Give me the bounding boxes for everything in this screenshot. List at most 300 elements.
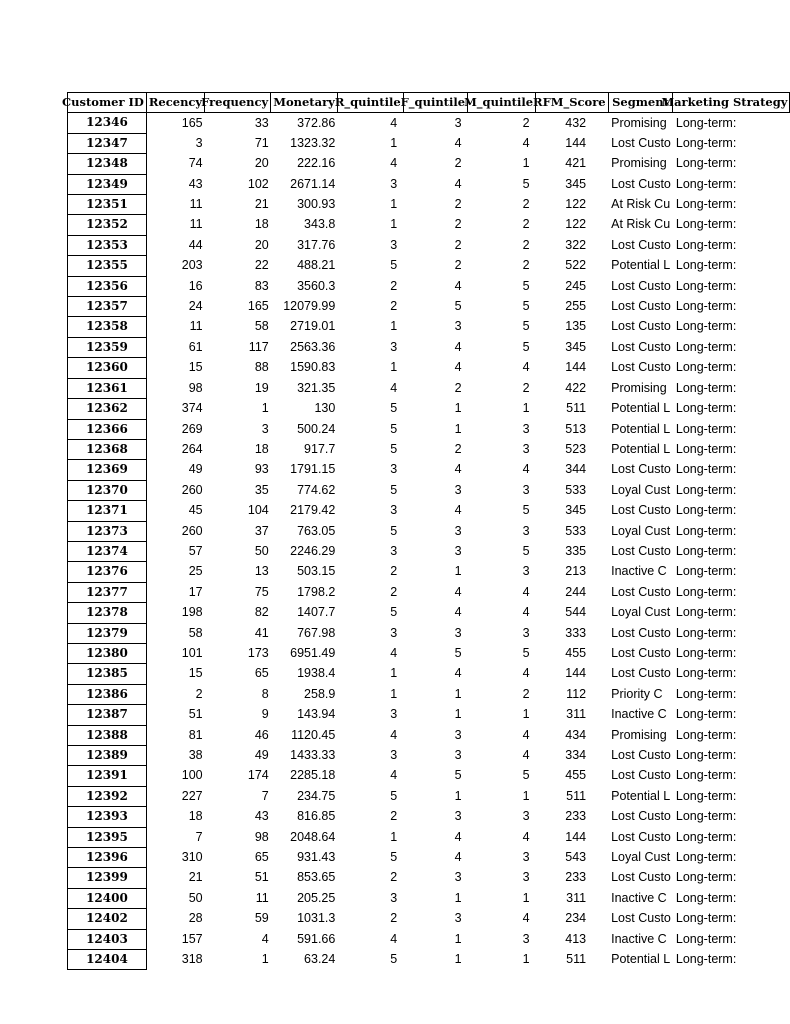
cell-customer-id[interactable]: 12351 (68, 195, 147, 215)
cell-frequency[interactable]: 41 (254, 625, 269, 640)
cell-recency[interactable]: 100 (181, 768, 203, 783)
cell-marketing-strategy[interactable]: Long-term: (675, 421, 737, 436)
cell-f-quintile[interactable]: 4 (454, 176, 462, 191)
cell-f-quintile[interactable]: 4 (454, 503, 462, 518)
cell-recency[interactable]: 51 (188, 707, 203, 722)
cell-customer-id[interactable]: 12400 (68, 888, 147, 908)
cell-monetary[interactable]: 12079.99 (283, 299, 336, 314)
cell-recency[interactable]: 374 (181, 401, 203, 416)
cell-frequency[interactable]: 7 (261, 788, 269, 803)
cell-r-quintile[interactable]: 3 (390, 176, 398, 191)
cell-monetary[interactable]: 3560.3 (297, 278, 336, 293)
cell-frequency[interactable]: 173 (247, 645, 269, 660)
cell-m-quintile[interactable]: 1 (522, 707, 530, 722)
cell-segment[interactable]: Inactive C (611, 890, 667, 905)
cell-recency[interactable]: 203 (181, 258, 203, 273)
cell-marketing-strategy[interactable]: Long-term: (675, 278, 737, 293)
cell-marketing-strategy[interactable]: Long-term: (675, 707, 737, 722)
cell-recency[interactable]: 11 (189, 217, 203, 232)
cell-segment[interactable]: Lost Custo (611, 360, 671, 375)
cell-m-quintile[interactable]: 2 (522, 217, 530, 232)
cell-frequency[interactable]: 82 (254, 605, 269, 620)
cell-r-quintile[interactable]: 3 (390, 237, 398, 252)
cell-monetary[interactable]: 317.76 (297, 237, 336, 252)
cell-frequency[interactable]: 18 (254, 441, 269, 456)
cell-r-quintile[interactable]: 4 (390, 115, 398, 130)
cell-customer-id[interactable]: 12379 (68, 623, 147, 643)
cell-frequency[interactable]: 8 (261, 686, 269, 701)
cell-frequency[interactable]: 50 (254, 543, 269, 558)
cell-monetary[interactable]: 931.43 (297, 850, 336, 865)
cell-segment[interactable]: Lost Custo (611, 748, 671, 762)
cell-marketing-strategy[interactable]: Long-term: (675, 503, 737, 518)
cell-marketing-strategy[interactable]: Long-term: (675, 482, 737, 497)
cell-frequency[interactable]: 65 (254, 666, 269, 681)
cell-f-quintile[interactable]: 4 (454, 360, 462, 375)
cell-f-quintile[interactable]: 2 (454, 197, 462, 212)
cell-recency[interactable]: 61 (188, 339, 203, 354)
cell-m-quintile[interactable]: 4 (522, 666, 530, 681)
cell-r-quintile[interactable]: 5 (390, 401, 398, 416)
cell-rfm-score[interactable]: 434 (565, 727, 587, 742)
cell-monetary[interactable]: 2563.36 (290, 339, 336, 354)
cell-monetary[interactable]: 1791.15 (290, 462, 336, 477)
cell-monetary[interactable]: 321.35 (297, 380, 336, 395)
cell-r-quintile[interactable]: 3 (390, 748, 398, 762)
cell-f-quintile[interactable]: 5 (454, 299, 462, 314)
cell-rfm-score[interactable]: 413 (565, 931, 587, 946)
cell-m-quintile[interactable]: 4 (522, 584, 530, 599)
cell-monetary[interactable]: 130 (314, 401, 336, 416)
header-segment[interactable]: Segment (608, 93, 673, 113)
cell-monetary[interactable]: 816.85 (297, 809, 336, 824)
cell-frequency[interactable]: 59 (254, 911, 269, 926)
cell-customer-id[interactable]: 12380 (68, 643, 147, 663)
cell-frequency[interactable]: 1 (261, 952, 269, 967)
cell-m-quintile[interactable]: 5 (522, 503, 530, 518)
cell-recency[interactable]: 264 (181, 441, 203, 456)
cell-f-quintile[interactable]: 3 (454, 523, 462, 538)
cell-customer-id[interactable]: 12371 (68, 501, 147, 521)
cell-rfm-score[interactable]: 213 (565, 564, 587, 579)
cell-rfm-score[interactable]: 335 (565, 543, 587, 558)
cell-marketing-strategy[interactable]: Long-term: (675, 156, 737, 171)
cell-m-quintile[interactable]: 4 (522, 462, 530, 477)
cell-marketing-strategy[interactable]: Long-term: (675, 727, 737, 742)
cell-rfm-score[interactable]: 234 (565, 911, 587, 926)
cell-rfm-score[interactable]: 533 (565, 482, 587, 497)
header-rfm-score[interactable]: RFM_Score (536, 93, 609, 113)
cell-customer-id[interactable]: 12393 (68, 807, 147, 827)
cell-customer-id[interactable]: 12388 (68, 725, 147, 745)
cell-r-quintile[interactable]: 5 (390, 441, 398, 456)
cell-marketing-strategy[interactable]: Long-term: (675, 931, 737, 946)
cell-f-quintile[interactable]: 5 (454, 768, 462, 783)
cell-rfm-score[interactable]: 311 (566, 707, 587, 722)
cell-m-quintile[interactable]: 2 (522, 686, 530, 701)
cell-f-quintile[interactable]: 3 (454, 543, 462, 558)
cell-segment[interactable]: Potential L (611, 258, 671, 273)
cell-r-quintile[interactable]: 1 (390, 319, 398, 334)
cell-customer-id[interactable]: 12368 (68, 439, 147, 459)
cell-recency[interactable]: 165 (181, 115, 203, 130)
cell-customer-id[interactable]: 12358 (68, 317, 147, 337)
cell-customer-id[interactable]: 12374 (68, 541, 147, 561)
cell-customer-id[interactable]: 12353 (68, 235, 147, 255)
cell-rfm-score[interactable]: 122 (565, 197, 587, 212)
cell-recency[interactable]: 318 (181, 952, 203, 967)
cell-segment[interactable]: Lost Custo (611, 135, 671, 150)
cell-recency[interactable]: 11 (189, 319, 203, 334)
cell-customer-id[interactable]: 12347 (68, 133, 147, 153)
cell-m-quintile[interactable]: 5 (522, 645, 530, 660)
cell-segment[interactable]: Priority C (611, 686, 663, 701)
cell-recency[interactable]: 28 (188, 911, 203, 926)
cell-frequency[interactable]: 98 (254, 829, 269, 844)
cell-segment[interactable]: Lost Custo (611, 278, 671, 293)
cell-frequency[interactable]: 22 (254, 258, 269, 273)
cell-f-quintile[interactable]: 3 (454, 727, 462, 742)
cell-r-quintile[interactable]: 4 (390, 645, 398, 660)
cell-recency[interactable]: 98 (188, 380, 203, 395)
cell-customer-id[interactable]: 12376 (68, 562, 147, 582)
cell-frequency[interactable]: 75 (254, 584, 269, 599)
cell-customer-id[interactable]: 12403 (68, 929, 147, 949)
cell-monetary[interactable]: 1798.2 (297, 584, 336, 599)
cell-frequency[interactable]: 1 (261, 401, 269, 416)
cell-rfm-score[interactable]: 432 (565, 115, 587, 130)
cell-rfm-score[interactable]: 333 (565, 625, 587, 640)
cell-customer-id[interactable]: 12396 (68, 848, 147, 868)
cell-f-quintile[interactable]: 3 (454, 870, 462, 885)
cell-recency[interactable]: 269 (181, 421, 203, 436)
cell-segment[interactable]: Lost Custo (611, 911, 671, 926)
cell-monetary[interactable]: 300.93 (297, 197, 336, 212)
cell-r-quintile[interactable]: 5 (390, 523, 398, 538)
cell-f-quintile[interactable]: 1 (454, 421, 462, 436)
cell-rfm-score[interactable]: 422 (565, 380, 587, 395)
cell-marketing-strategy[interactable]: Long-term: (675, 809, 737, 824)
cell-monetary[interactable]: 63.24 (304, 952, 336, 967)
cell-m-quintile[interactable]: 4 (522, 605, 530, 620)
cell-customer-id[interactable]: 12402 (68, 909, 147, 929)
cell-monetary[interactable]: 1590.83 (290, 360, 336, 375)
cell-f-quintile[interactable]: 3 (454, 115, 462, 130)
cell-recency[interactable]: 157 (181, 931, 203, 946)
cell-m-quintile[interactable]: 1 (522, 952, 530, 967)
cell-customer-id[interactable]: 12362 (68, 399, 147, 419)
cell-m-quintile[interactable]: 3 (522, 625, 530, 640)
cell-r-quintile[interactable]: 4 (390, 931, 398, 946)
cell-recency[interactable]: 3 (195, 135, 203, 150)
cell-marketing-strategy[interactable]: Long-term: (675, 115, 737, 130)
cell-monetary[interactable]: 591.66 (297, 931, 336, 946)
cell-m-quintile[interactable]: 2 (522, 197, 530, 212)
cell-f-quintile[interactable]: 1 (454, 788, 462, 803)
cell-marketing-strategy[interactable]: Long-term: (675, 360, 737, 375)
cell-m-quintile[interactable]: 3 (522, 421, 530, 436)
cell-rfm-score[interactable]: 522 (565, 258, 587, 273)
cell-r-quintile[interactable]: 5 (390, 482, 398, 497)
cell-rfm-score[interactable]: 455 (565, 768, 587, 783)
cell-marketing-strategy[interactable]: Long-term: (675, 441, 737, 456)
cell-monetary[interactable]: 1433.33 (290, 748, 336, 762)
cell-m-quintile[interactable]: 3 (522, 482, 530, 497)
cell-r-quintile[interactable]: 4 (390, 727, 398, 742)
cell-f-quintile[interactable]: 3 (454, 482, 462, 497)
cell-recency[interactable]: 74 (188, 156, 203, 171)
cell-frequency[interactable]: 51 (254, 870, 269, 885)
cell-segment[interactable]: Lost Custo (611, 768, 671, 783)
cell-m-quintile[interactable]: 3 (522, 931, 530, 946)
cell-frequency[interactable]: 165 (247, 299, 269, 314)
cell-segment[interactable]: Lost Custo (611, 503, 671, 518)
cell-r-quintile[interactable]: 3 (390, 625, 398, 640)
cell-f-quintile[interactable]: 1 (454, 931, 462, 946)
cell-customer-id[interactable]: 12366 (68, 419, 147, 439)
cell-customer-id[interactable]: 12348 (68, 154, 147, 174)
cell-recency[interactable]: 7 (195, 829, 203, 844)
cell-f-quintile[interactable]: 1 (454, 890, 462, 905)
cell-r-quintile[interactable]: 5 (390, 421, 398, 436)
cell-m-quintile[interactable]: 3 (522, 564, 530, 579)
cell-monetary[interactable]: 2246.29 (290, 543, 336, 558)
cell-segment[interactable]: Lost Custo (611, 237, 671, 252)
cell-f-quintile[interactable]: 2 (454, 380, 462, 395)
cell-m-quintile[interactable]: 4 (522, 360, 530, 375)
cell-rfm-score[interactable]: 322 (565, 237, 587, 252)
cell-recency[interactable]: 15 (188, 360, 203, 375)
cell-marketing-strategy[interactable]: Long-term: (675, 952, 737, 967)
cell-r-quintile[interactable]: 5 (390, 605, 398, 620)
cell-r-quintile[interactable]: 5 (390, 850, 398, 865)
cell-customer-id[interactable]: 12369 (68, 460, 147, 480)
cell-f-quintile[interactable]: 2 (454, 441, 462, 456)
cell-customer-id[interactable]: 12352 (68, 215, 147, 235)
cell-frequency[interactable]: 49 (254, 748, 269, 762)
cell-r-quintile[interactable]: 2 (390, 564, 398, 579)
cell-recency[interactable]: 15 (188, 666, 203, 681)
cell-rfm-score[interactable]: 543 (565, 850, 587, 865)
cell-f-quintile[interactable]: 4 (454, 135, 462, 150)
cell-f-quintile[interactable]: 3 (454, 911, 462, 926)
cell-marketing-strategy[interactable]: Long-term: (675, 829, 737, 844)
cell-monetary[interactable]: 1938.4 (297, 666, 336, 681)
header-f-quintile[interactable]: F_quintile (403, 93, 467, 113)
cell-monetary[interactable]: 205.25 (297, 890, 336, 905)
cell-f-quintile[interactable]: 4 (454, 584, 462, 599)
cell-customer-id[interactable]: 12355 (68, 256, 147, 276)
cell-segment[interactable]: Promising (611, 380, 667, 395)
cell-monetary[interactable]: 1120.45 (291, 727, 336, 742)
cell-customer-id[interactable]: 12399 (68, 868, 147, 888)
cell-frequency[interactable]: 18 (254, 217, 269, 232)
cell-r-quintile[interactable]: 5 (390, 788, 398, 803)
cell-segment[interactable]: Lost Custo (611, 319, 671, 334)
cell-r-quintile[interactable]: 3 (390, 543, 398, 558)
cell-frequency[interactable]: 21 (254, 197, 269, 212)
cell-segment[interactable]: Loyal Cust (611, 482, 671, 497)
cell-segment[interactable]: Lost Custo (611, 584, 671, 599)
cell-monetary[interactable]: 2048.64 (290, 829, 336, 844)
cell-segment[interactable]: Lost Custo (611, 462, 671, 477)
cell-r-quintile[interactable]: 2 (390, 809, 398, 824)
cell-monetary[interactable]: 222.16 (297, 156, 336, 171)
cell-r-quintile[interactable]: 1 (390, 829, 398, 844)
cell-frequency[interactable]: 43 (254, 809, 269, 824)
cell-marketing-strategy[interactable]: Long-term: (675, 258, 737, 273)
cell-m-quintile[interactable]: 2 (522, 237, 530, 252)
cell-f-quintile[interactable]: 2 (454, 217, 462, 232)
cell-r-quintile[interactable]: 5 (390, 952, 398, 967)
cell-recency[interactable]: 49 (188, 462, 203, 477)
cell-marketing-strategy[interactable]: Long-term: (675, 237, 737, 252)
cell-segment[interactable]: Inactive C (611, 707, 667, 722)
cell-m-quintile[interactable]: 4 (522, 748, 530, 762)
cell-customer-id[interactable]: 12361 (68, 378, 147, 398)
cell-rfm-score[interactable]: 544 (565, 605, 587, 620)
cell-rfm-score[interactable]: 245 (565, 278, 587, 293)
cell-recency[interactable]: 45 (188, 503, 203, 518)
cell-monetary[interactable]: 1031.3 (297, 911, 336, 926)
cell-segment[interactable]: Lost Custo (611, 299, 671, 314)
cell-monetary[interactable]: 853.65 (297, 870, 336, 885)
cell-marketing-strategy[interactable]: Long-term: (675, 523, 737, 538)
cell-monetary[interactable]: 767.98 (297, 625, 336, 640)
cell-rfm-score[interactable]: 511 (566, 952, 587, 967)
cell-marketing-strategy[interactable]: Long-term: (675, 605, 737, 620)
cell-marketing-strategy[interactable]: Long-term: (675, 380, 737, 395)
cell-recency[interactable]: 310 (181, 850, 203, 865)
cell-segment[interactable]: Potential L (611, 401, 671, 416)
cell-customer-id[interactable]: 12377 (68, 582, 147, 602)
cell-f-quintile[interactable]: 3 (454, 809, 462, 824)
cell-f-quintile[interactable]: 1 (454, 952, 462, 967)
cell-marketing-strategy[interactable]: Long-term: (675, 625, 737, 640)
cell-monetary[interactable]: 258.9 (304, 686, 336, 701)
cell-frequency[interactable]: 102 (247, 176, 269, 191)
cell-f-quintile[interactable]: 3 (454, 319, 462, 334)
cell-rfm-score[interactable]: 233 (565, 809, 587, 824)
cell-m-quintile[interactable]: 1 (522, 156, 530, 171)
cell-segment[interactable]: Lost Custo (611, 339, 671, 354)
cell-r-quintile[interactable]: 4 (390, 768, 398, 783)
cell-m-quintile[interactable]: 1 (522, 788, 530, 803)
cell-segment[interactable]: Lost Custo (611, 829, 671, 844)
cell-frequency[interactable]: 37 (254, 523, 269, 538)
cell-monetary[interactable]: 763.05 (297, 523, 336, 538)
cell-monetary[interactable]: 343.8 (304, 217, 336, 232)
cell-segment[interactable]: Promising (611, 156, 667, 171)
cell-marketing-strategy[interactable]: Long-term: (675, 197, 737, 212)
cell-customer-id[interactable]: 12392 (68, 786, 147, 806)
cell-recency[interactable]: 18 (188, 809, 203, 824)
cell-segment[interactable]: Lost Custo (611, 543, 671, 558)
cell-recency[interactable]: 227 (181, 788, 203, 803)
cell-m-quintile[interactable]: 4 (522, 829, 530, 844)
cell-frequency[interactable]: 71 (254, 135, 269, 150)
cell-recency[interactable]: 17 (188, 584, 203, 599)
cell-frequency[interactable]: 9 (261, 707, 269, 722)
cell-m-quintile[interactable]: 5 (522, 278, 530, 293)
cell-rfm-score[interactable]: 345 (565, 176, 587, 191)
cell-monetary[interactable]: 2671.14 (290, 176, 336, 191)
cell-marketing-strategy[interactable]: Long-term: (675, 788, 737, 803)
cell-frequency[interactable]: 117 (248, 339, 269, 354)
cell-monetary[interactable]: 143.94 (297, 707, 336, 722)
cell-r-quintile[interactable]: 1 (390, 686, 398, 701)
cell-monetary[interactable]: 6951.49 (290, 645, 336, 660)
cell-m-quintile[interactable]: 5 (522, 339, 530, 354)
cell-m-quintile[interactable]: 5 (522, 768, 530, 783)
cell-segment[interactable]: Loyal Cust (611, 523, 671, 538)
cell-rfm-score[interactable]: 135 (565, 319, 587, 334)
cell-f-quintile[interactable]: 2 (454, 258, 462, 273)
cell-r-quintile[interactable]: 3 (390, 339, 398, 354)
cell-rfm-score[interactable]: 334 (565, 748, 587, 762)
cell-segment[interactable]: Lost Custo (611, 176, 671, 191)
cell-frequency[interactable]: 83 (254, 278, 269, 293)
cell-marketing-strategy[interactable]: Long-term: (675, 564, 737, 579)
cell-marketing-strategy[interactable]: Long-term: (675, 890, 737, 905)
cell-monetary[interactable]: 2719.01 (290, 319, 336, 334)
cell-segment[interactable]: Inactive C (611, 931, 667, 946)
cell-monetary[interactable]: 774.62 (297, 482, 336, 497)
cell-monetary[interactable]: 488.21 (297, 258, 336, 273)
header-monetary[interactable]: Monetary (271, 93, 338, 113)
cell-rfm-score[interactable]: 455 (565, 645, 587, 660)
cell-segment[interactable]: Lost Custo (611, 645, 671, 660)
cell-segment[interactable]: At Risk Cu (611, 217, 671, 232)
cell-frequency[interactable]: 20 (254, 237, 269, 252)
cell-rfm-score[interactable]: 144 (565, 360, 587, 375)
cell-recency[interactable]: 25 (188, 564, 203, 579)
cell-f-quintile[interactable]: 1 (454, 686, 462, 701)
cell-frequency[interactable]: 88 (254, 360, 269, 375)
cell-r-quintile[interactable]: 2 (390, 584, 398, 599)
cell-rfm-score[interactable]: 255 (565, 299, 587, 314)
cell-rfm-score[interactable]: 533 (565, 523, 587, 538)
cell-frequency[interactable]: 4 (261, 931, 269, 946)
cell-frequency[interactable]: 46 (254, 727, 269, 742)
cell-rfm-score[interactable]: 311 (566, 890, 587, 905)
cell-frequency[interactable]: 58 (254, 319, 269, 334)
cell-r-quintile[interactable]: 1 (390, 217, 398, 232)
cell-f-quintile[interactable]: 4 (454, 850, 462, 865)
cell-monetary[interactable]: 372.86 (297, 115, 336, 130)
cell-m-quintile[interactable]: 5 (522, 299, 530, 314)
cell-m-quintile[interactable]: 2 (522, 115, 530, 130)
cell-recency[interactable]: 43 (188, 176, 203, 191)
cell-segment[interactable]: Potential L (611, 952, 671, 967)
cell-frequency[interactable]: 11 (255, 890, 269, 905)
cell-r-quintile[interactable]: 1 (390, 666, 398, 681)
cell-r-quintile[interactable]: 3 (390, 707, 398, 722)
cell-f-quintile[interactable]: 1 (454, 564, 462, 579)
cell-rfm-score[interactable]: 144 (565, 666, 587, 681)
cell-f-quintile[interactable]: 3 (454, 748, 462, 762)
cell-f-quintile[interactable]: 4 (454, 278, 462, 293)
cell-marketing-strategy[interactable]: Long-term: (675, 217, 737, 232)
cell-recency[interactable]: 260 (181, 523, 203, 538)
cell-r-quintile[interactable]: 4 (390, 380, 398, 395)
cell-r-quintile[interactable]: 5 (390, 258, 398, 273)
cell-customer-id[interactable]: 12360 (68, 358, 147, 378)
cell-customer-id[interactable]: 12346 (68, 113, 147, 133)
cell-r-quintile[interactable]: 3 (390, 462, 398, 477)
cell-frequency[interactable]: 65 (254, 850, 269, 865)
cell-marketing-strategy[interactable]: Long-term: (675, 748, 737, 762)
